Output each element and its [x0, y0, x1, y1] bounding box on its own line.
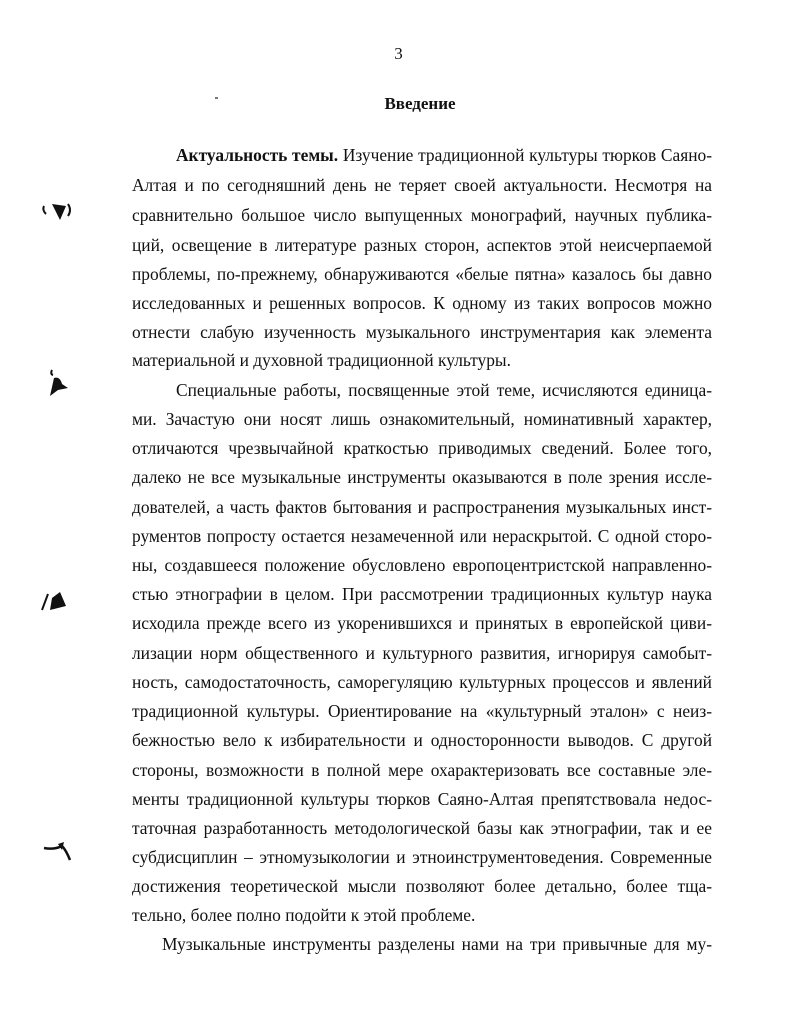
- paragraph-1-first-rest: Изучение традиционной культуры тюрков Саяно-: [338, 145, 712, 165]
- paragraph-1-line-6: исследованных и решенных вопросов. К одному из таких вопросов можно: [132, 293, 712, 313]
- topic-relevance-lead: Актуальность темы.: [176, 145, 339, 165]
- margin-mark-3-icon: [38, 584, 82, 618]
- paragraph-2-line-6: рументов попросту остается незамеченной или нераскрытой. С одной сторо-: [132, 526, 712, 546]
- paragraph-2-line-11: ность, самодостаточность, саморегуляцию культурных процессов и явлений: [132, 672, 712, 692]
- paragraph-1-line-1: [176, 145, 712, 165]
- margin-mark-4-icon: [38, 834, 82, 868]
- page-title: Введение: [384, 94, 456, 113]
- paragraph-1-line-2: Алтая и по сегодняшний день не теряет своей актуальности. Несмотря на: [132, 175, 712, 195]
- paragraph-2-line-17: субдисциплин – этномузыкологии и этноинструментоведения. Современные: [132, 847, 712, 867]
- paragraph-1-line-3: сравнительно большое число выпущенных монографий, научных публика-: [132, 205, 712, 225]
- paragraph-1-line-4: ций, освещение в литературе разных сторон, аспектов этой неисчерпаемой: [132, 235, 712, 255]
- page-number: 3: [394, 44, 403, 63]
- paragraph-2-line-13: бежностью вело к избирательности и односторонности выводов. С другой: [132, 730, 712, 750]
- paragraph-2-line-1: Специальные работы, посвященные этой теме, исчисляются единица-: [176, 380, 712, 400]
- paragraph-2-line-2: ми. Зачастую они носят лишь ознакомительный, номинативный характер,: [132, 409, 712, 429]
- paragraph-1-line-8: материальной и духовной традиционной культуры.: [132, 350, 511, 370]
- paragraph-2-line-4: далеко не все музыкальные инструменты оказываются в поле зрения иссле-: [132, 467, 712, 487]
- paragraph-1-line-7: отнести слабую изученность музыкального инструментария как элемента: [132, 322, 712, 342]
- paragraph-3-line-1: Музыкальные инструменты разделены нами на три привычные для му-: [162, 934, 712, 954]
- paragraph-2-line-16: таточная разработанность методологической базы как этнографии, так и ее: [132, 818, 712, 838]
- paragraph-2-line-3: отличаются чрезвычайной краткостью приводимых сведений. Более того,: [132, 438, 712, 458]
- scan-speck: [215, 97, 218, 99]
- margin-mark-2-icon: [38, 366, 82, 400]
- paragraph-2-line-14: стороны, возможности в полной мере охарактеризовать все составные эле-: [132, 760, 712, 780]
- paragraph-2-line-18: достижения теоретической мысли позволяют более детально, более тща-: [132, 876, 712, 896]
- paragraph-2-line-9: исходила прежде всего из укоренившихся и принятых в европейской циви-: [132, 613, 712, 633]
- paragraph-2-line-5: дователей, а часть фактов бытования и распространения музыкальных инст-: [132, 497, 712, 517]
- margin-mark-1-icon: [38, 194, 82, 228]
- paragraph-2-line-15: менты традиционной культуры тюрков Саяно-Алтая препятствовала недос-: [132, 789, 712, 809]
- paragraph-2-line-10: лизации норм общественного и культурного развития, игнорируя самобыт-: [132, 643, 712, 663]
- paragraph-2-line-12: традиционной культуры. Ориентирование на «культурный эталон» с неиз-: [132, 701, 712, 721]
- paragraph-1-line-5: проблемы, по-прежнему, обнаруживаются «белые пятна» казалось бы давно: [132, 264, 712, 284]
- paragraph-2-line-8: стью этнографии в целом. При рассмотрении традиционных культур наука: [132, 584, 712, 604]
- paragraph-2-line-19: тельно, более полно подойти к этой проблеме.: [132, 905, 476, 925]
- paragraph-2-line-7: ны, создавшееся положение обусловлено европоцентристской направленно-: [132, 555, 712, 575]
